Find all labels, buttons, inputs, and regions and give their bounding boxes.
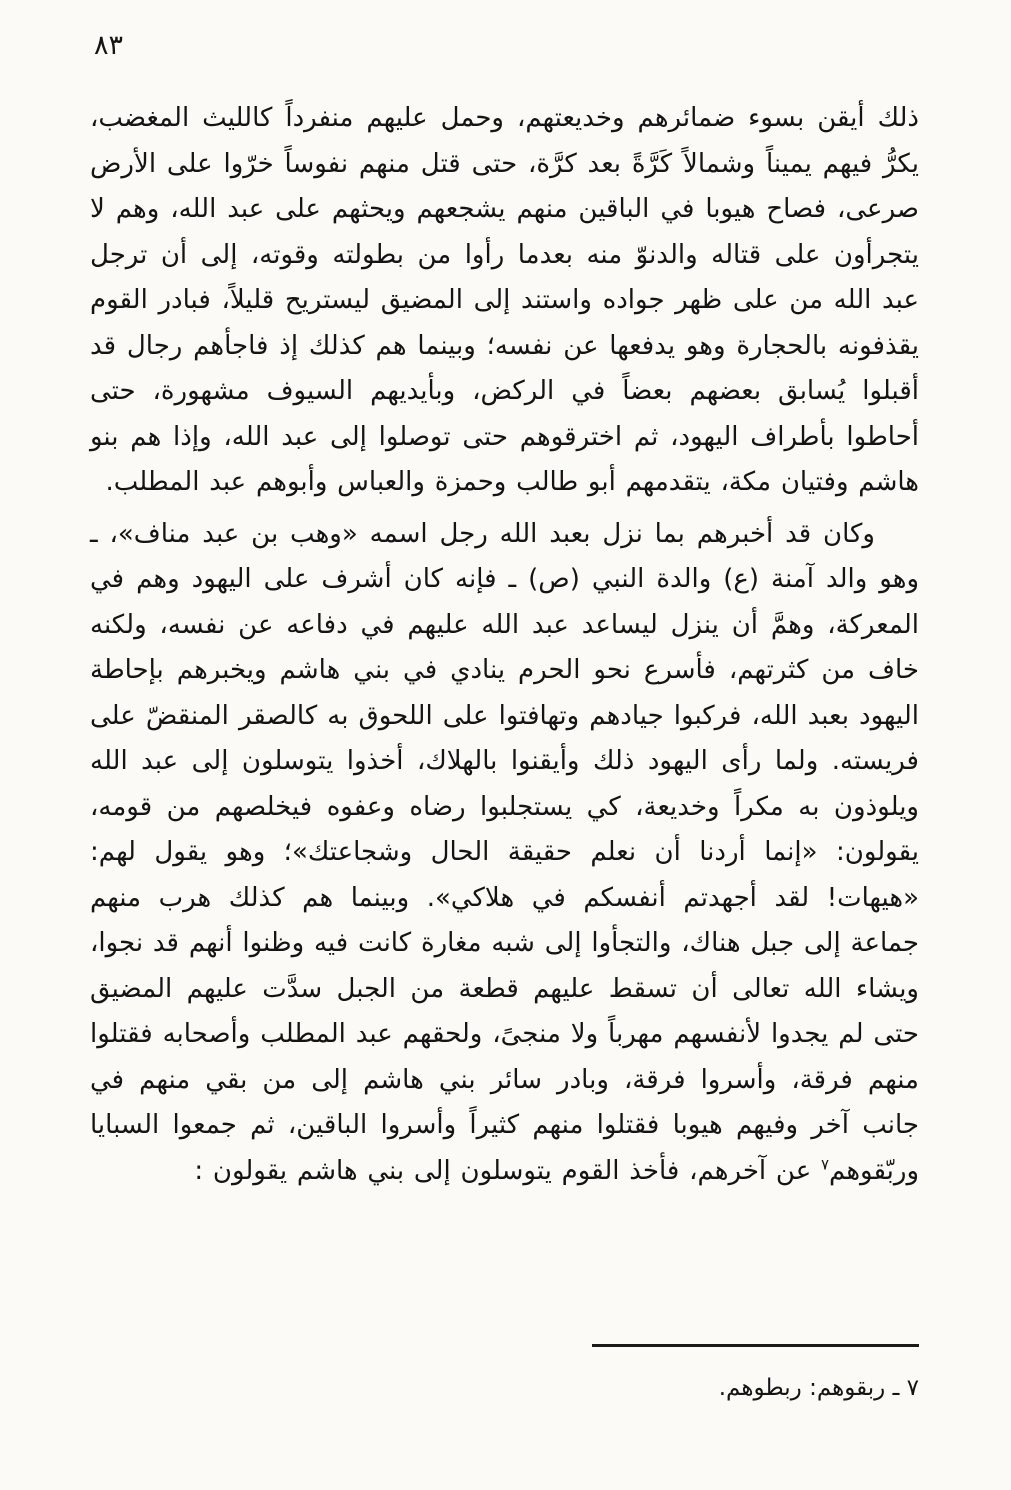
- paragraph-2: [90, 512, 919, 1195]
- page-number: ٨٣: [94, 30, 124, 61]
- paragraph-2-text-continued: عن آخرهم، فأخذ القوم يتوسلون إلى بني هاشم يقولون :: [194, 1155, 821, 1186]
- paragraph-1: ذلك أيقن بسوء ضمائرهم وخديعتهم، وحمل عليهم منفرداً كالليث المغضب، يكرُّ فيهم يميناً وشمالاً كَرَّةً بعد كرَّة، حتى قتل منهم نفوساً خرّوا على الأرض صرعى، فصاح هيوبا في الباقين منهم يشجعهم ويحثهم على عبد الله، وهم لا يتجرأون على قتاله والدنوّ منه بعدما رأوا من بطولته وقوته، إلى أن ترجل عبد الله من على ظهر جواده واستند إلى المضيق ليستريح قليلاً، فبادر القوم يقذفونه بالحجارة وهو يدفعها عن نفسه؛ وبينما هم كذلك إذ فاجأهم رجال قد أقبلوا يُسابق بعضهم بعضاً في الركض، وبأيديهم السيوف مشهورة، حتى أحاطوا بأطراف اليهود، ثم اخترقوهم حتى توصلوا إلى عبد الله، وإذا هم بنو هاشم وفتيان مكة، يتقدمهم أبو طالب وحمزة والعباس وأبوهم عبد المطلب.: [90, 103, 919, 497]
- paragraph-2-text: وكان قد أخبرهم بما نزل بعبد الله رجل اسمه «وهب بن عبد مناف»، ـ وهو والد آمنة (ع) والدة النبي (ص) ـ فإنه كان أشرف على اليهود وهم في المعركة، وهمَّ أن ينزل ليساعد عبد الله عليهم في دفاعه عن نفسه، ولكنه خاف من كثرتهم، فأسرع نحو الحرم ينادي في بني هاشم ويخبرهم بإحاطة اليهود بعبد الله، فركبوا جيادهم وتهافتوا على اللحوق به كالصقر المنقضّ على فريسته. ولما رأى اليهود ذلك وأيقنوا بالهلاك، أخذوا يتوسلون إلى عبد الله ويلوذون به مكراً وخديعة، كي يستجلبوا رضاه وعفوه فيخلصهم من قومه، يقولون: «إنما أردنا أن نعلم حقيقة الحال وشجاعتك»؛ وهو يقول لهم: «هيهات! لقد أجهدتم أنفسكم في هلاكي». وبينما هم كذلك هرب منهم جماعة إلى جبل هناك، والتجأوا إلى شبه مغارة كانت فيه وظنوا أنهم قد نجوا، ويشاء الله تعالى أن تسقط عليهم قطعة من الجبل سدَّت عليهم المضيق حتى لم يجدوا لأنفسهم مهرباً ولا منجىً، ولحقهم عبد المطلب وأصحابه فقتلوا منهم فرقة، وأسروا فرقة، وبادر سائر بني هاشم إلى من بقي منهم في جانب آخر وفيهم هيوبا فقتلوا منهم كثيراً وأسروا الباقين، ثم جمعوا السبايا وربّقوهم: [90, 518, 919, 1186]
- footnote-divider: [592, 1344, 919, 1347]
- body-text: [90, 96, 919, 1194]
- footnote: ٧ ـ ربقوهم: ربطوهم.: [718, 1375, 919, 1401]
- footnote-reference: ٧: [820, 1154, 830, 1173]
